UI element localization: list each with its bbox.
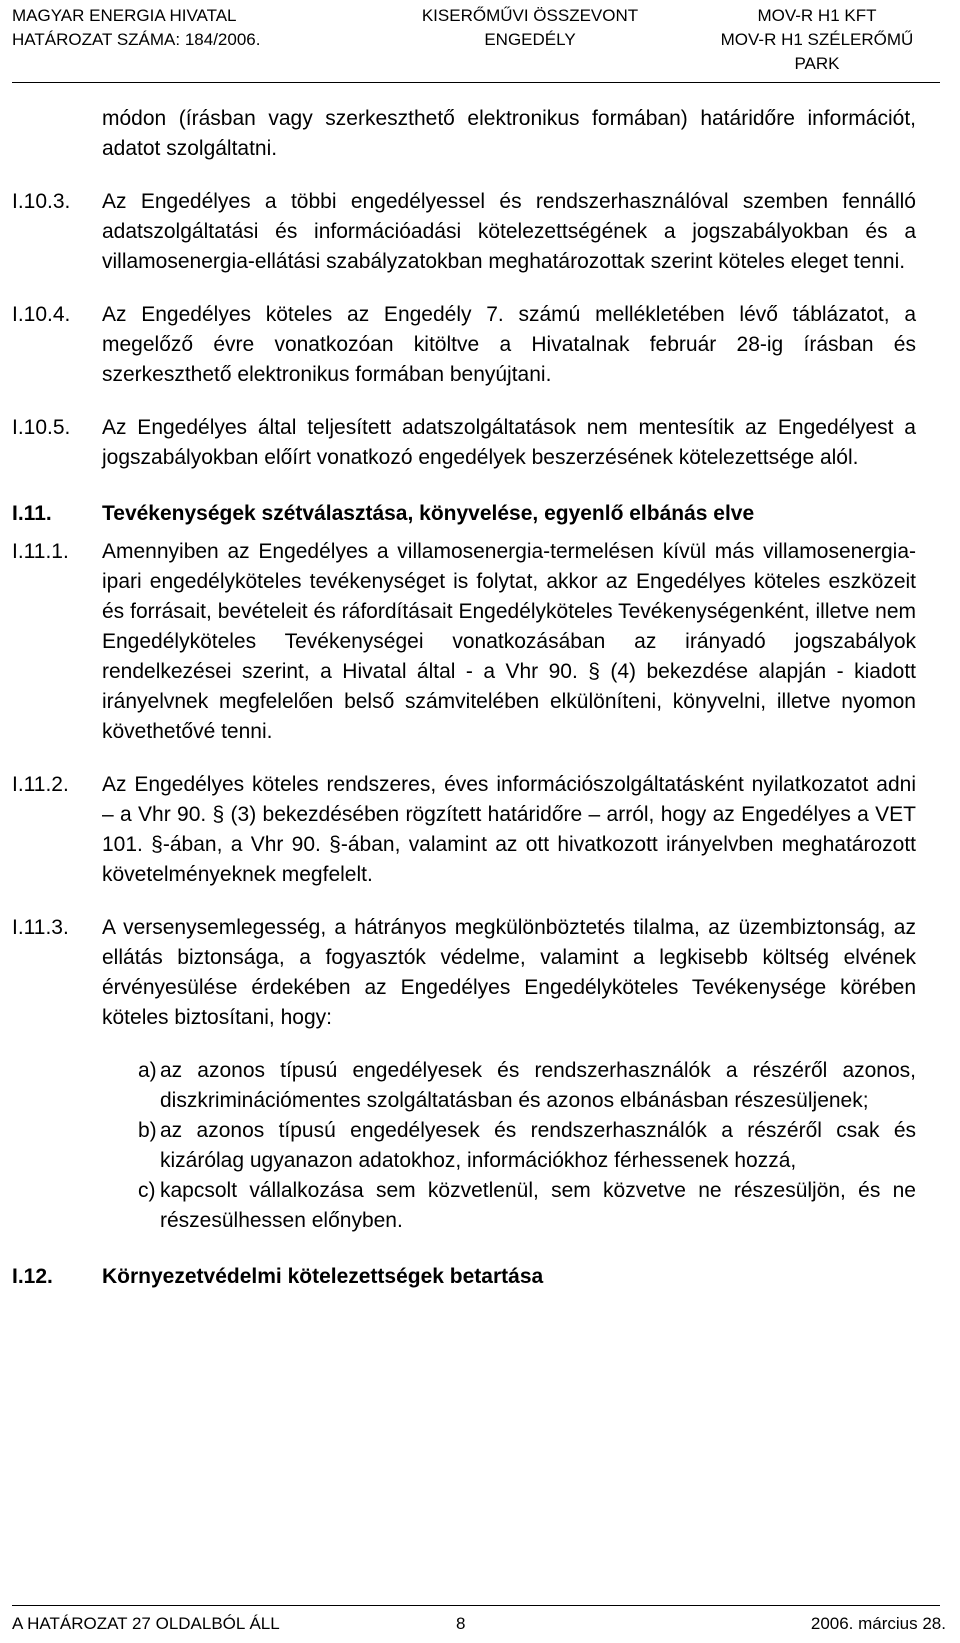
section-number: I.12. [12, 1265, 53, 1288]
subclause-c [12, 1176, 916, 1236]
subclause-text: az azonos típusú engedélyesek és rendszerhasználók a részéről csak és kizárólag ugyanazon adatokhoz, információkhoz férhessenek hozzá, [160, 1119, 916, 1172]
section-heading-i-12 [12, 1262, 916, 1292]
continuation-paragraph [12, 104, 916, 164]
subclause-b [12, 1116, 916, 1176]
clause-text: Az Engedélyes köteles rendszeres, éves információszolgáltatásként nyilatkozatot adni – a Vhr 90. § (3) bekezdésében rögzített határidőre – arról, hogy az Engedélyes a VET 101. §-ában, a Vhr 90. §-ában, valamint az ott hivatkozott irányelvben meghatározott követelményeknek megfelelt. [102, 773, 916, 886]
section-title: Környezetvédelmi kötelezettségek betartása [102, 1265, 544, 1288]
header-center [410, 4, 650, 52]
clause-i-10-4 [12, 300, 916, 390]
section-heading-i-11 [12, 499, 916, 529]
license-type-line2: ENGEDÉLY [484, 30, 576, 49]
header-right [686, 4, 948, 76]
clause-number: I.11.3. [12, 916, 69, 939]
authority-name: MAGYAR ENERGIA HIVATAL [12, 6, 237, 25]
page-count-note: A HATÁROZAT 27 OLDALBÓL ÁLL [12, 1614, 280, 1633]
facility-name-line2: PARK [794, 54, 840, 73]
footer-divider [12, 1605, 940, 1606]
subclause-a [12, 1056, 916, 1116]
section-title: Tevékenységek szétválasztása, könyvelése, egyenlő elbánás elve [102, 502, 755, 525]
subclause-label: c) [138, 1179, 156, 1202]
section-number: I.11. [12, 502, 52, 525]
clause-i-10-3 [12, 187, 916, 277]
clause-i-11-2 [12, 770, 916, 890]
clause-text: Az Engedélyes köteles az Engedély 7. számú mellékletében lévő táblázatot, a megelőző évre vonatkozóan kitöltve a Hivatalnak február 28-ig írásban és szerkeszthető elektronikus formában benyújtani. [102, 303, 916, 386]
clause-i-10-5 [12, 413, 916, 473]
document-date: 2006. március 28. [810, 1614, 946, 1633]
subclause-text: az azonos típusú engedélyesek és rendszerhasználók a részéről azonos, diszkriminációmentes szolgáltatásban és azonos elbánásban részesüljenek; [160, 1059, 916, 1112]
subclause-text: kapcsolt vállalkozása sem közvetlenül, sem közvetve ne részesüljön, és ne részesülhessen előnyben. [160, 1179, 916, 1232]
clause-number: I.10.5. [12, 416, 71, 439]
page-number: 8 [456, 1614, 466, 1633]
clause-i-11-3 [12, 913, 916, 1033]
clause-number: I.10.4. [12, 303, 71, 326]
header-divider [12, 82, 940, 83]
clause-i-11-1 [12, 537, 916, 747]
decision-number: HATÁROZAT SZÁMA: 184/2006. [12, 30, 261, 49]
subclause-label: a) [138, 1059, 157, 1082]
clause-text: Az Engedélyes a többi engedélyessel és rendszerhasználóval szemben fennálló adatszolgáltatási és információadási kötelezettségének a jogszabályokban és a villamosenergia-ellátási szabályzatokban meghatározottak szerint köteles eleget tenni. [102, 190, 916, 273]
header-left [12, 4, 260, 52]
clause-text: A versenysemlegesség, a hátrányos megkülönböztetés tilalma, az üzembiztonság, az ellátás biztonsága, a fogyasztók védelme, valamint a legkisebb költség elvének érvényesülése érdekében az Engedélyes Engedélyköteles Tevékenysége körében köteles biztosítani, hogy: [102, 916, 916, 1029]
license-type-line1: KISERŐMŰVI ÖSSZEVONT [421, 6, 639, 25]
facility-name-line1: MOV-R H1 SZÉLERŐMŰ [720, 30, 914, 49]
company-name: MOV-R H1 KFT [757, 6, 877, 25]
clause-number: I.11.1. [12, 540, 69, 563]
clause-number: I.11.2. [12, 773, 69, 796]
clause-number: I.10.3. [12, 190, 71, 213]
document-body [12, 104, 916, 1292]
clause-text: Amennyiben az Engedélyes a villamosenergia-termelésen kívül más villamosenergia-ipari engedélyköteles tevékenységet is folytat, akkor az Engedélyes köteles eszközeit és forrásait, bevételeit és ráfordításait Engedélyköteles Tevékenységenként, illetve nem Engedélyköteles Tevékenységei vonatkozásában az irányadó jogszabályok rendelkezései szerint, a Hivatal által - a Vhr 90. § (4) bekezdése alapján - kiadott irányelvnek megfelelően belső számvitelében elkülöníteni, könyvelni, illetve nyomon követhetővé tenni. [102, 540, 916, 743]
subclause-label: b) [138, 1119, 157, 1142]
clause-text: Az Engedélyes által teljesített adatszolgáltatások nem mentesítik az Engedélyest a jogszabályokban előírt vonatkozó engedélyek beszerzésének kötelezettsége alól. [102, 416, 916, 469]
paragraph-text: módon (írásban vagy szerkeszthető elektronikus formában) határidőre információt, adatot szolgáltatni. [102, 107, 916, 160]
